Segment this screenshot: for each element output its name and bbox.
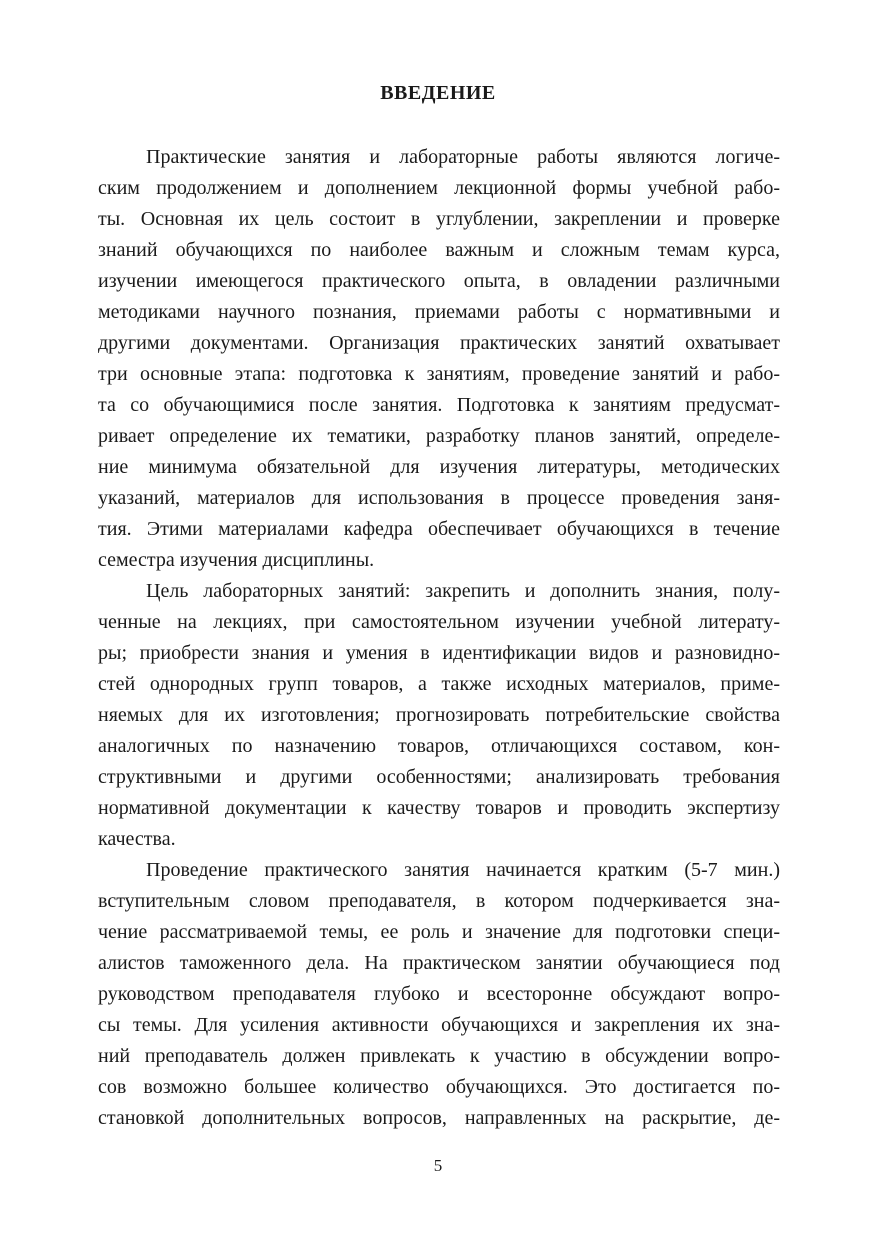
text-line: ривает определение их тематики, разработку планов занятий, определе- bbox=[98, 425, 780, 447]
paragraph-lab-goals bbox=[98, 576, 780, 855]
paragraph-intro bbox=[98, 142, 780, 576]
text-line: сы темы. Для усиления активности обучающихся и закрепления их зна- bbox=[98, 1014, 780, 1036]
text-line: Цель лабораторных занятий: закрепить и дополнить знания, полу- bbox=[146, 580, 780, 602]
text-line: няемых для их изготовления; прогнозировать потребительские свойства bbox=[98, 704, 780, 726]
text-line: ры; приобрести знания и умения в идентификации видов и разновидно- bbox=[98, 642, 780, 664]
text-line: Проведение практического занятия начинается кратким (5-7 мин.) bbox=[146, 859, 780, 881]
text-line: структивными и другими особенностями; анализировать требования bbox=[98, 766, 780, 788]
text-line: стей однородных групп товаров, а также исходных материалов, приме- bbox=[98, 673, 780, 695]
text-line: другими документами. Организация практических занятий охватывает bbox=[98, 332, 780, 354]
text-line: аналогичных по назначению товаров, отличающихся составом, кон- bbox=[98, 735, 780, 757]
text-line: вступительным словом преподавателя, в котором подчеркивается зна- bbox=[98, 890, 780, 912]
text-line: качества. bbox=[98, 828, 176, 850]
text-line: указаний, материалов для использования в процессе проведения заня- bbox=[98, 487, 780, 509]
text-line: ние минимума обязательной для изучения литературы, методических bbox=[98, 456, 780, 478]
text-line: руководством преподавателя глубоко и всесторонне обсуждают вопро- bbox=[98, 983, 780, 1005]
text-line: Практические занятия и лабораторные работы являются логиче- bbox=[146, 146, 780, 168]
text-line: алистов таможенного дела. На практическом занятии обучающиеся под bbox=[98, 952, 780, 974]
text-line: сов возможно большее количество обучающихся. Это достигается по- bbox=[98, 1076, 780, 1098]
text-line: становкой дополнительных вопросов, направленных на раскрытие, де- bbox=[98, 1107, 780, 1129]
text-line: ским продолжением и дополнением лекционной формы учебной рабо- bbox=[98, 177, 780, 199]
text-line: та со обучающимися после занятия. Подготовка к занятиям предусмат- bbox=[98, 394, 780, 416]
text-line: ты. Основная их цель состоит в углублении, закреплении и проверке bbox=[98, 208, 780, 230]
text-line: семестра изучения дисциплины. bbox=[98, 549, 375, 571]
paragraph-practical-session bbox=[98, 855, 780, 1134]
page-number: 5 bbox=[433, 1156, 443, 1175]
text-line: чение рассматриваемой темы, ее роль и значение для подготовки специ- bbox=[98, 921, 780, 943]
text-line: изучении имеющегося практического опыта, в овладении различными bbox=[98, 270, 780, 292]
text-line: три основные этапа: подготовка к занятиям, проведение занятий и рабо- bbox=[98, 363, 780, 385]
text-line: ний преподаватель должен привлекать к участию в обсуждении вопро- bbox=[98, 1045, 780, 1067]
text-line: ченные на лекциях, при самостоятельном изучении учебной литерату- bbox=[98, 611, 780, 633]
text-line: тия. Этими материалами кафедра обеспечивает обучающихся в течение bbox=[98, 518, 780, 540]
text-line: нормативной документации к качеству товаров и проводить экспертизу bbox=[98, 797, 780, 819]
text-line: знаний обучающихся по наиболее важным и сложным темам курса, bbox=[98, 239, 780, 261]
text-line: методиками научного познания, приемами работы с нормативными и bbox=[98, 301, 780, 323]
body-text bbox=[98, 142, 780, 1134]
page-title: ВВЕДЕНИЕ bbox=[380, 82, 496, 104]
